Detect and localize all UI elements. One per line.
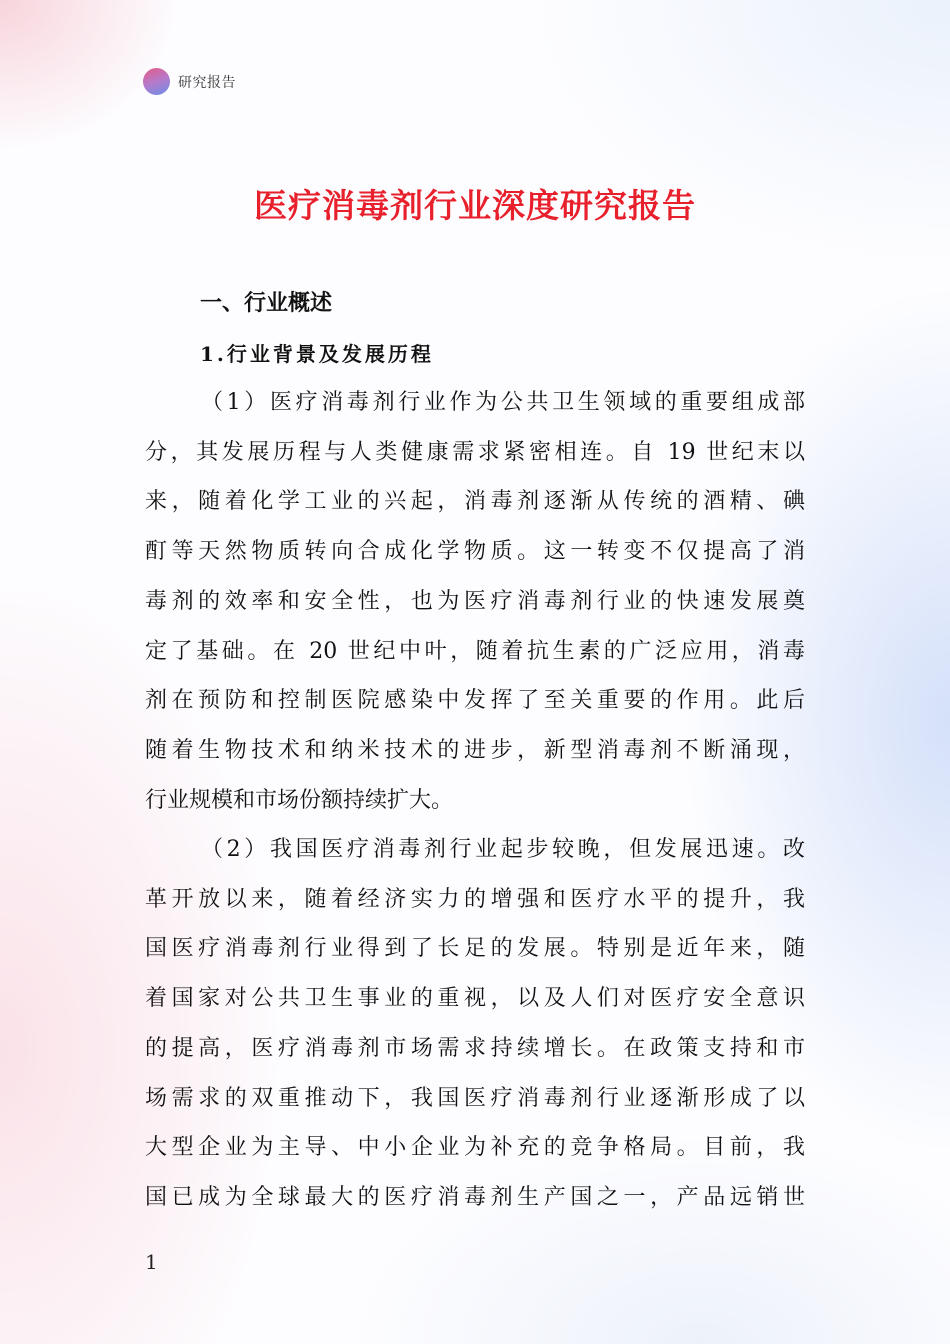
report-header [143, 68, 236, 95]
paragraph-2 [145, 825, 805, 1223]
subsection-heading: 1.行业背景及发展历程 [200, 342, 434, 366]
document-title: 医疗消毒剂行业深度研究报告 [254, 186, 696, 225]
page-number: 1 [145, 1250, 158, 1274]
paragraph-line: 革开放以来，随着经济实力的增强和医疗水平的提升，我 [145, 886, 805, 912]
paragraph-line: 剂在预防和控制医院感染中发挥了至关重要的作用。此后 [145, 688, 805, 714]
paragraph-line: 分，其发展历程与人类健康需求紧密相连。自 19 世纪末以 [145, 439, 805, 465]
paragraph-line: 行业规模和市场份额持续扩大。 [145, 787, 454, 813]
paragraph-line: （2）我国医疗消毒剂行业起步较晚，但发展迅速。改 [201, 837, 805, 862]
paragraph-line: （1）医疗消毒剂行业作为公共卫生领域的重要组成部 [201, 390, 805, 415]
logo-circle-icon [143, 68, 170, 95]
paragraph-line: 的提高，医疗消毒剂市场需求持续增长。在政策支持和市 [145, 1035, 805, 1061]
paragraph-line: 国医疗消毒剂行业得到了长足的发展。特别是近年来，随 [145, 936, 805, 962]
paragraph-line: 酊等天然物质转向合成化学物质。这一转变不仅提高了消 [145, 539, 805, 565]
paragraph-line: 毒剂的效率和安全性，也为医疗消毒剂行业的快速发展奠 [145, 588, 805, 614]
paragraph-line: 随着生物技术和纳米技术的进步，新型消毒剂不断涌现， [145, 737, 805, 763]
paragraph-line: 国已成为全球最大的医疗消毒剂生产国之一，产品远销世 [145, 1184, 805, 1210]
paragraph-line: 场需求的双重推动下，我国医疗消毒剂行业逐渐形成了以 [145, 1085, 805, 1111]
header-label: 研究报告 [178, 74, 236, 91]
paragraph-1 [145, 378, 805, 825]
paragraph-line: 来，随着化学工业的兴起，消毒剂逐渐从传统的酒精、碘 [145, 489, 805, 515]
paragraph-line: 着国家对公共卫生事业的重视，以及人们对医疗安全意识 [145, 986, 805, 1012]
paragraph-line: 大型企业为主导、中小企业为补充的竞争格局。目前，我 [145, 1135, 805, 1161]
section-heading: 一、行业概述 [200, 291, 333, 316]
paragraph-line: 定了基础。在 20 世纪中叶，随着抗生素的广泛应用，消毒 [145, 638, 805, 664]
